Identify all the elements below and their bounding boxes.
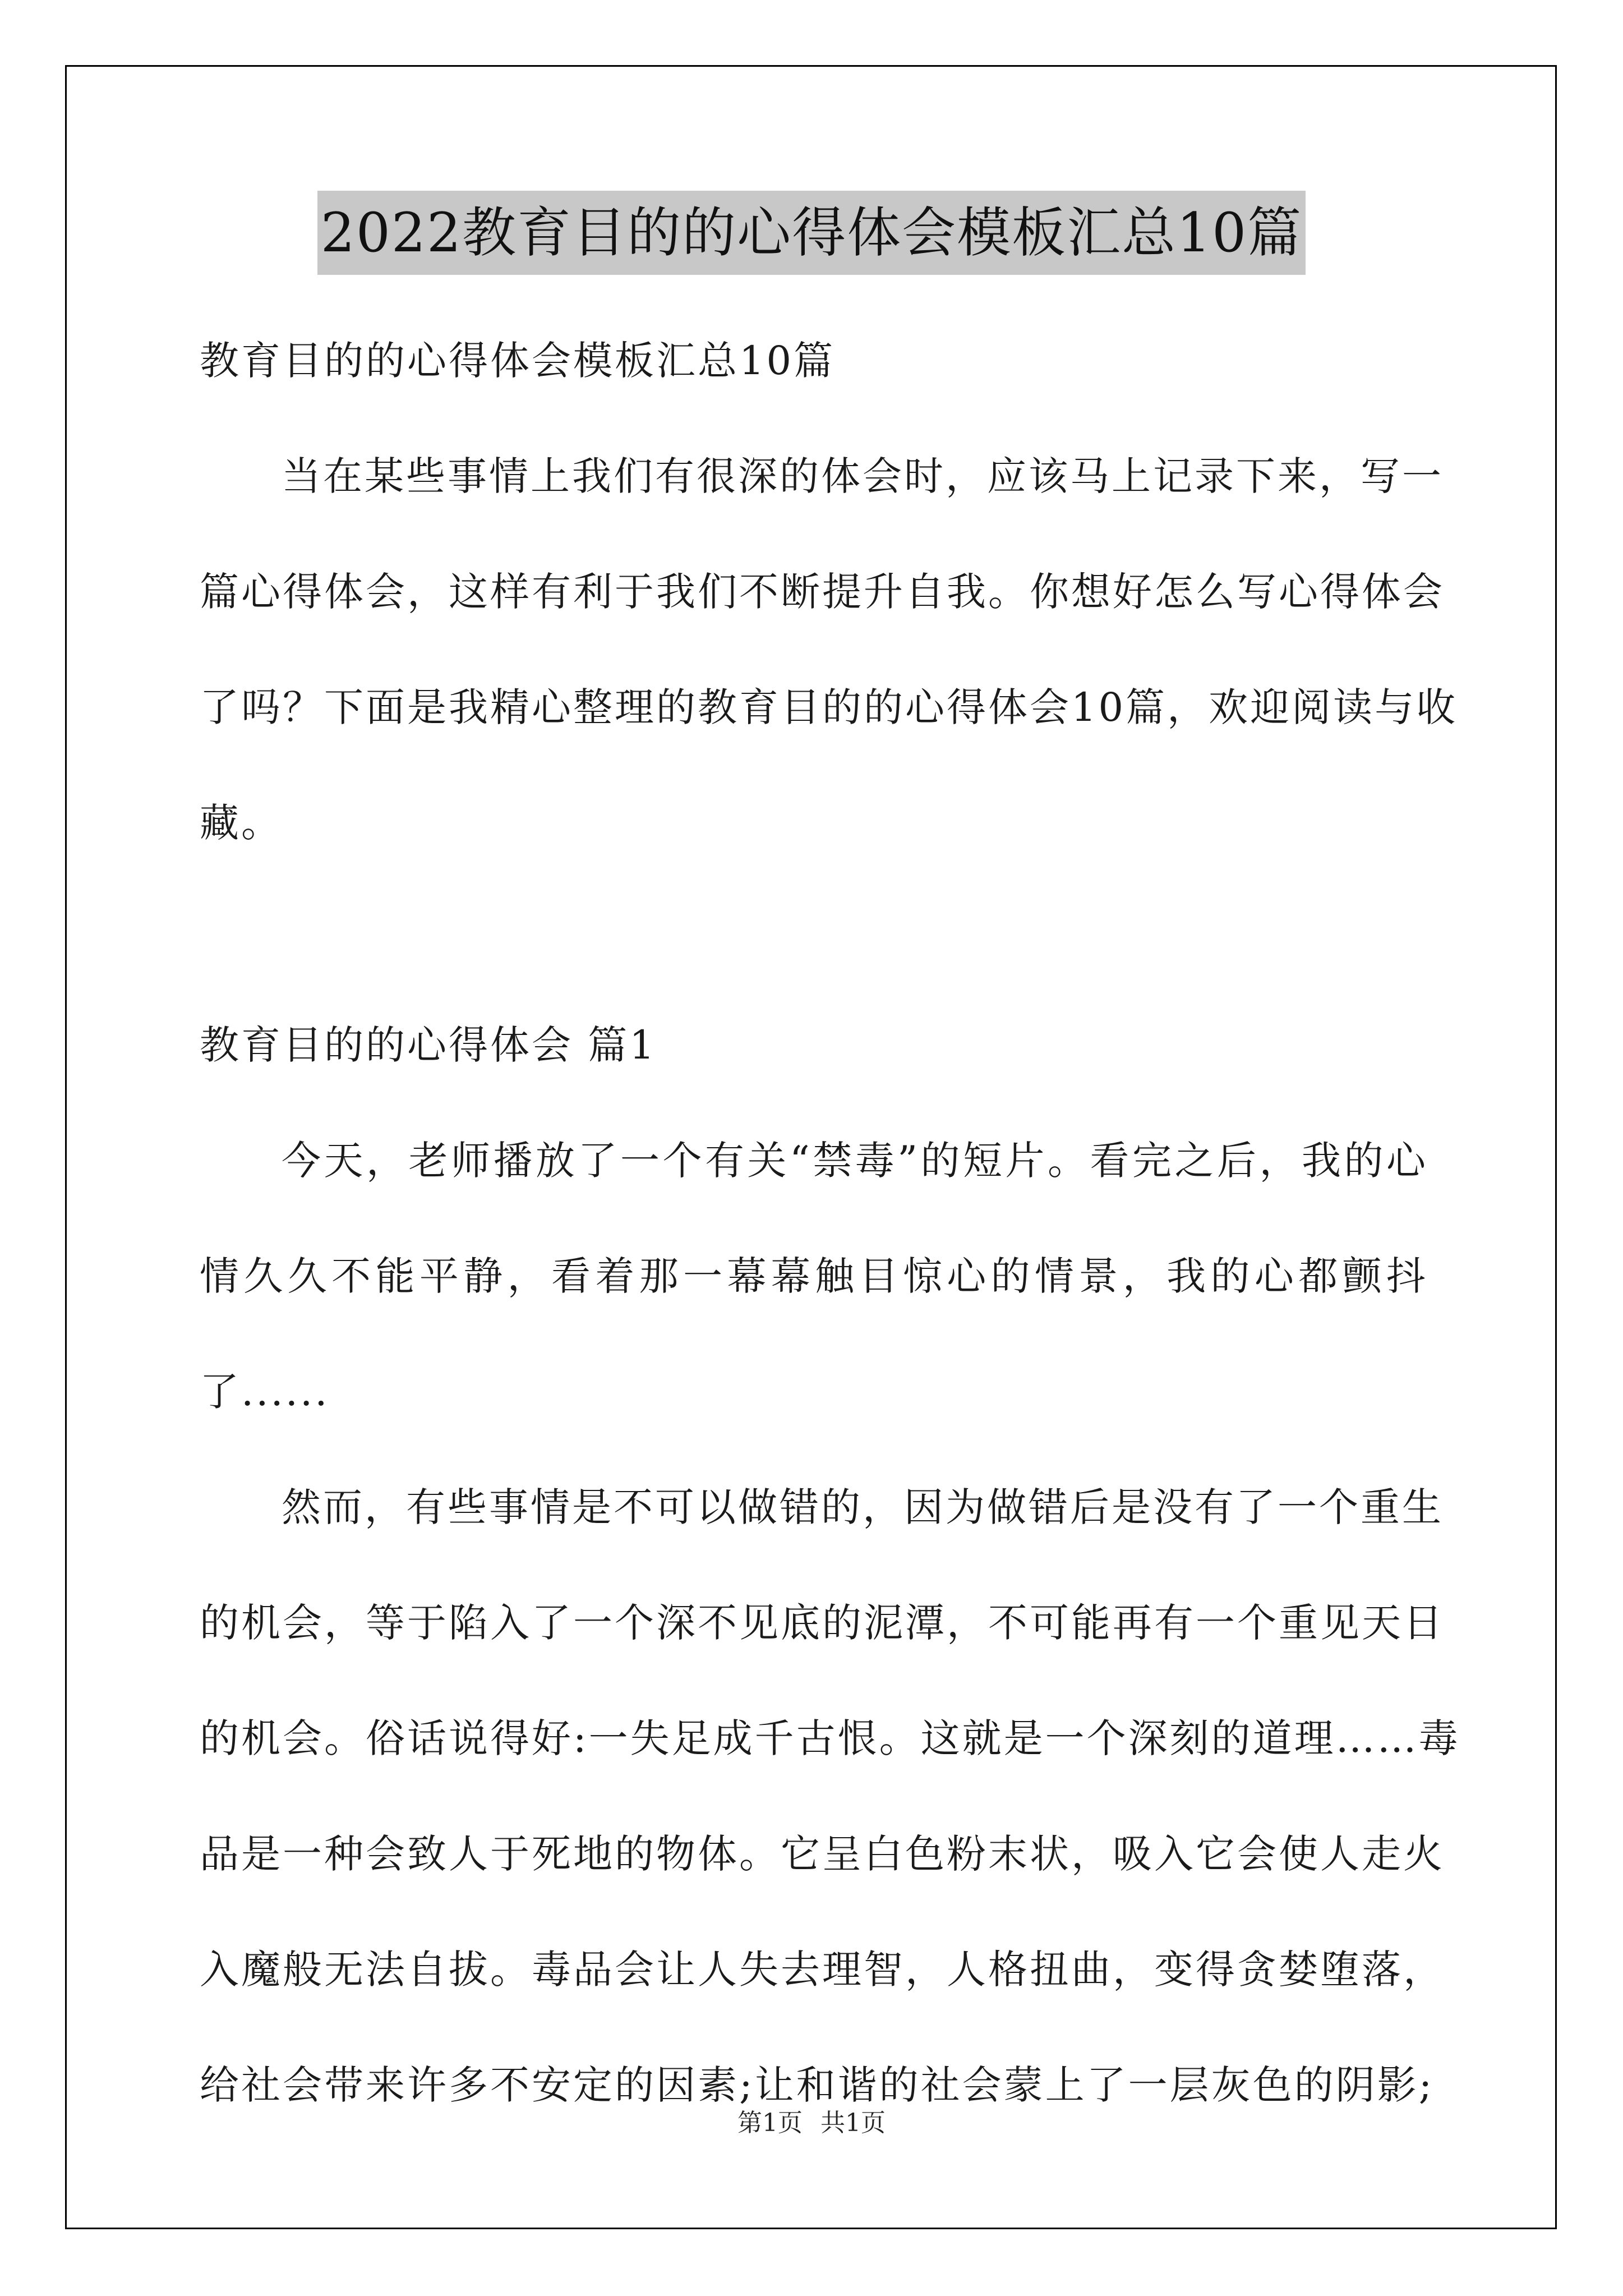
title-container (0, 191, 1623, 275)
document-title: 2022教育目的的心得体会模板汇总10篇 (317, 191, 1306, 275)
paragraph-line: 今天，老师播放了一个有关“禁毒”的短片。看完之后，我的心 (282, 1138, 1428, 1184)
intro-line: 藏。 (200, 800, 283, 846)
intro-line: 当在某些事情上我们有很深的体会时，应该马上记录下来，写一 (282, 453, 1444, 499)
paragraph-line: 的机会，等于陷入了一个深不见底的泥潭，不可能再有一个重见天日 (200, 1600, 1445, 1646)
paragraph-line: 然而，有些事情是不可以做错的，因为做错后是没有了一个重生 (282, 1484, 1444, 1530)
section-gap (200, 881, 1428, 987)
subtitle: 教育目的的心得体会模板汇总10篇 (200, 338, 836, 384)
paragraph-line: 给社会带来许多不安定的因素;让和谐的社会蒙上了一层灰色的阴影; (200, 2062, 1435, 2108)
intro-line: 了吗？下面是我精心整理的教育目的的心得体会10篇，欢迎阅读与收 (200, 684, 1458, 730)
document-body (200, 303, 1460, 2143)
paragraph-line: 品是一种会致人于死地的物体。它呈白色粉末状，吸入它会使人走火 (200, 1831, 1445, 1877)
paragraph-line: 情久久不能平静，看着那一幕幕触目惊心的情景，我的心都颤抖 (200, 1253, 1428, 1299)
section-heading: 教育目的的心得体会 篇1 (200, 1022, 657, 1068)
paragraph-line: 了...... (200, 1369, 330, 1415)
paragraph-line: 的机会。俗话说得好:一失足成千古恨。这就是一个深刻的道理……毒 (200, 1715, 1460, 1761)
intro-line: 篇心得体会，这样有利于我们不断提升自我。你想好怎么写心得体会 (200, 569, 1445, 615)
paragraph-line: 入魔般无法自拔。毒品会让人失去理智，人格扭曲，变得贪婪堕落， (200, 1947, 1445, 1993)
page-footer: 第1页 共1页 (737, 2109, 886, 2137)
